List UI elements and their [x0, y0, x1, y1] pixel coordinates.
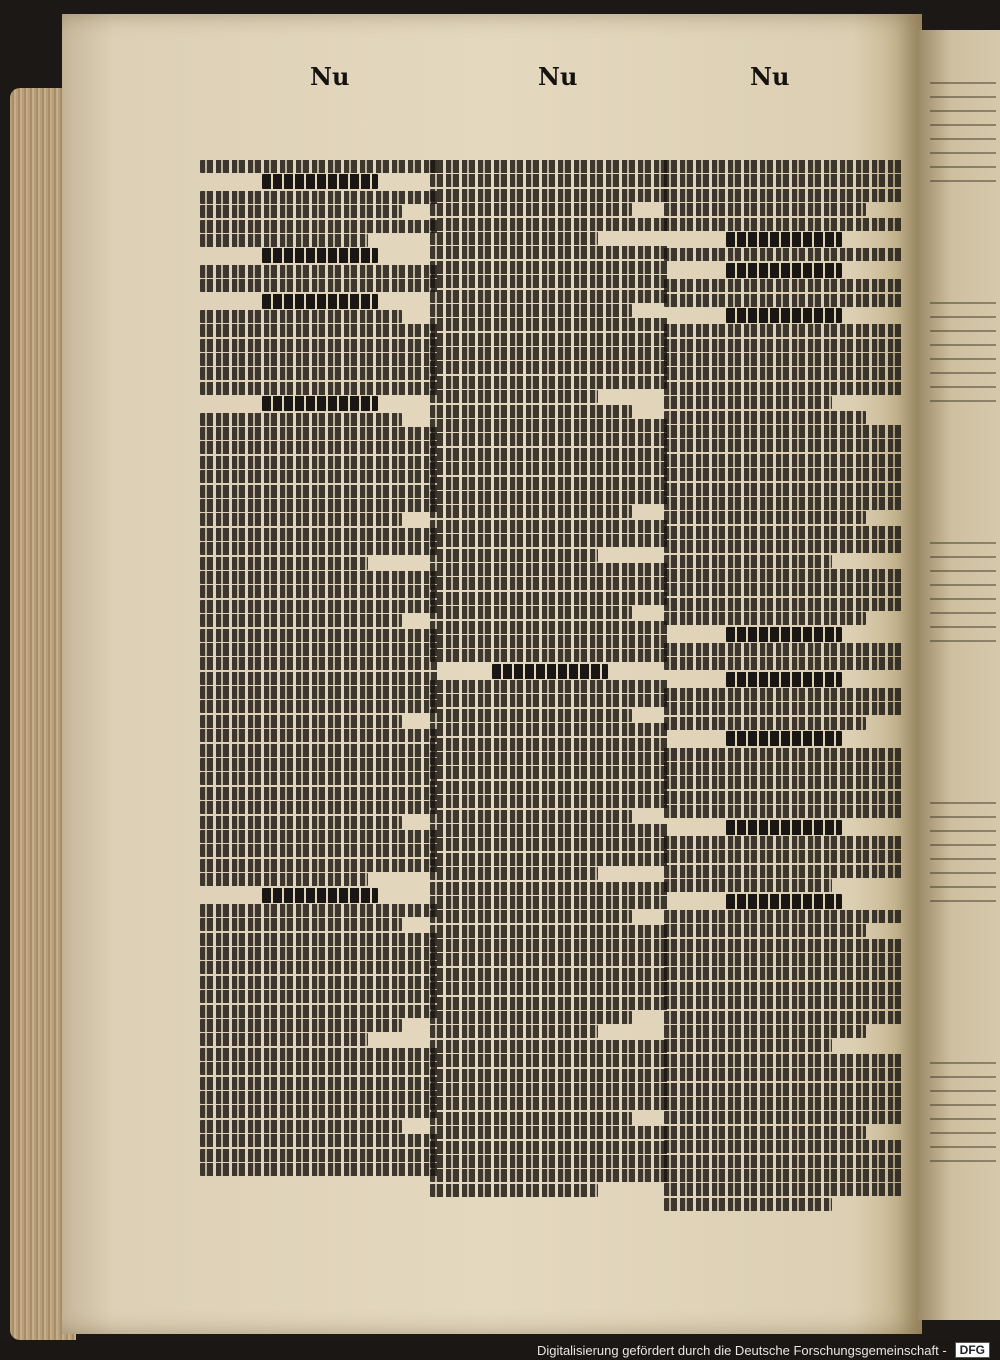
text-line	[200, 382, 440, 395]
text-line	[200, 1134, 440, 1147]
text-line	[430, 694, 670, 707]
text-line	[430, 462, 670, 475]
text-line	[200, 859, 440, 872]
text-line	[200, 310, 402, 323]
text-line	[430, 160, 670, 173]
text-line	[430, 1112, 632, 1125]
text-line	[430, 448, 670, 461]
text-line	[200, 801, 440, 814]
text-line	[430, 1025, 598, 1038]
text-line	[430, 1126, 670, 1139]
text-line	[664, 218, 904, 231]
text-line	[430, 361, 670, 374]
text-line	[200, 643, 440, 656]
text-line	[262, 888, 377, 903]
text-line	[262, 248, 377, 263]
text-line	[200, 772, 440, 785]
text-line	[726, 672, 841, 687]
text-line	[664, 791, 904, 804]
facing-page-edge	[918, 30, 1000, 1320]
text-line	[200, 904, 440, 917]
text-line	[200, 441, 440, 454]
text-line	[430, 534, 670, 547]
text-line	[726, 308, 841, 323]
text-line	[664, 468, 904, 481]
text-line	[664, 598, 904, 611]
text-line	[430, 505, 632, 518]
text-line	[430, 795, 670, 808]
text-line	[430, 766, 670, 779]
text-line	[430, 1184, 598, 1197]
text-line	[430, 577, 670, 590]
text-line	[262, 294, 377, 309]
text-line	[430, 433, 670, 446]
text-line	[664, 497, 904, 510]
text-line	[430, 477, 670, 490]
text-line	[664, 688, 904, 701]
text-line	[200, 729, 440, 742]
text-line	[430, 189, 670, 202]
text-line	[430, 982, 670, 995]
text-line	[430, 606, 632, 619]
text-line	[664, 555, 832, 568]
text-line	[430, 405, 632, 418]
text-line	[200, 470, 440, 483]
text-line	[430, 390, 598, 403]
text-line	[430, 968, 670, 981]
text-line	[430, 738, 670, 751]
text-line	[664, 1169, 904, 1182]
text-line	[430, 838, 670, 851]
text-line	[430, 419, 670, 432]
text-line	[664, 643, 904, 656]
text-line	[664, 657, 904, 670]
text-line	[200, 947, 440, 960]
text-line	[664, 762, 904, 775]
text-line	[200, 1091, 440, 1104]
text-line	[200, 513, 402, 526]
column-header-2: Nu	[538, 62, 578, 91]
text-line	[430, 549, 598, 562]
text-line	[664, 454, 904, 467]
text-line	[200, 758, 440, 771]
text-line	[664, 425, 904, 438]
text-line	[430, 218, 670, 231]
text-line	[200, 614, 402, 627]
text-line	[200, 324, 440, 337]
text-line	[200, 191, 440, 204]
text-line	[200, 160, 440, 173]
text-line	[200, 1163, 440, 1176]
text-line	[200, 700, 440, 713]
text-line	[664, 1140, 904, 1153]
text-line	[200, 1019, 402, 1032]
text-line	[664, 1068, 904, 1081]
text-line	[664, 411, 866, 424]
text-line	[430, 347, 670, 360]
text-line	[200, 427, 440, 440]
text-line	[430, 1011, 632, 1024]
text-line	[200, 1033, 368, 1046]
text-line	[200, 339, 440, 352]
text-line	[200, 557, 368, 570]
text-line	[200, 830, 440, 843]
text-line	[664, 1083, 904, 1096]
text-line	[664, 1198, 832, 1211]
column-header-1: Nu	[310, 62, 350, 91]
text-line	[430, 680, 670, 693]
text-line	[430, 1040, 670, 1053]
text-line	[430, 1097, 670, 1110]
text-line	[200, 961, 440, 974]
text-line	[664, 967, 904, 980]
text-line	[430, 867, 598, 880]
text-line	[430, 781, 670, 794]
text-line	[200, 976, 440, 989]
text-line	[200, 528, 440, 541]
text-line	[430, 896, 670, 909]
text-line	[430, 1155, 670, 1168]
text-line	[200, 265, 440, 278]
text-line	[664, 1111, 904, 1124]
text-line	[664, 248, 904, 261]
text-line	[430, 925, 670, 938]
text-line	[430, 318, 670, 331]
text-line	[430, 376, 670, 389]
text-line	[664, 353, 904, 366]
text-line	[430, 649, 670, 662]
text-line	[664, 174, 904, 187]
text-line	[664, 526, 904, 539]
text-line	[664, 294, 904, 307]
text-line	[430, 723, 670, 736]
text-line	[200, 787, 440, 800]
text-line	[726, 894, 841, 909]
text-line	[664, 805, 904, 818]
text-line	[664, 1126, 866, 1139]
text-line	[664, 879, 832, 892]
text-line	[664, 953, 904, 966]
text-line	[664, 1011, 904, 1024]
text-line	[200, 485, 440, 498]
text-line	[664, 702, 904, 715]
text-line	[200, 844, 440, 857]
text-line	[664, 910, 904, 923]
digitization-footer	[0, 1340, 1000, 1360]
text-line	[430, 520, 670, 533]
text-line	[430, 232, 598, 245]
text-line	[430, 1141, 670, 1154]
text-line	[430, 709, 632, 722]
text-line	[200, 1077, 440, 1090]
text-line	[430, 853, 670, 866]
text-line	[664, 1183, 904, 1196]
footer-text: Digitalisierung gefördert durch die Deutsche Forschungsgemeinschaft -	[536, 1342, 947, 1358]
text-line	[664, 1155, 904, 1168]
text-line	[664, 1025, 866, 1038]
text-line	[664, 583, 904, 596]
text-line	[430, 910, 632, 923]
text-line	[200, 744, 440, 757]
text-line	[200, 205, 402, 218]
text-line	[200, 353, 440, 366]
text-line	[200, 672, 440, 685]
text-line	[430, 939, 670, 952]
text-line	[430, 621, 670, 634]
text-line	[430, 752, 670, 765]
text-line	[664, 439, 904, 452]
text-line	[664, 612, 866, 625]
text-line	[430, 882, 670, 895]
text-line	[664, 850, 904, 863]
text-line	[200, 686, 440, 699]
text-line	[430, 824, 670, 837]
text-line	[664, 203, 866, 216]
text-line	[664, 1054, 904, 1067]
text-line	[200, 571, 440, 584]
text-line	[200, 542, 440, 555]
text-line	[200, 1149, 440, 1162]
text-line	[430, 1069, 670, 1082]
text-line	[492, 664, 607, 679]
text-line	[726, 820, 841, 835]
text-line	[664, 836, 904, 849]
text-line	[200, 715, 402, 728]
text-line	[430, 997, 670, 1010]
dfg-logo: DFG	[955, 1342, 990, 1358]
text-line	[430, 275, 670, 288]
text-line	[200, 933, 440, 946]
text-line	[200, 816, 402, 829]
text-line	[200, 279, 440, 292]
text-line	[200, 234, 368, 247]
text-line	[262, 396, 377, 411]
text-line	[664, 569, 904, 582]
text-line	[200, 585, 440, 598]
text-line	[664, 511, 866, 524]
text-line	[430, 203, 632, 216]
text-line	[430, 290, 670, 303]
text-line	[200, 499, 440, 512]
text-line	[200, 413, 402, 426]
text-line	[664, 865, 904, 878]
text-line	[200, 220, 440, 233]
text-line	[664, 939, 904, 952]
text-line	[262, 174, 377, 189]
text-line	[430, 1169, 670, 1182]
text-line	[200, 456, 440, 469]
text-line	[430, 592, 670, 605]
text-line	[664, 324, 904, 337]
text-line	[726, 263, 841, 278]
text-line	[664, 996, 904, 1009]
text-line	[200, 990, 440, 1003]
text-line	[430, 261, 670, 274]
text-line	[430, 1083, 670, 1096]
column-header-3: Nu	[750, 62, 790, 91]
text-line	[664, 382, 904, 395]
text-line	[664, 717, 866, 730]
text-line	[200, 873, 368, 886]
text-line	[726, 627, 841, 642]
text-line	[664, 982, 904, 995]
text-line	[430, 246, 670, 259]
text-line	[664, 748, 904, 761]
text-line	[430, 1054, 670, 1067]
text-line	[664, 924, 866, 937]
text-line	[664, 279, 904, 292]
text-line	[200, 1062, 440, 1075]
text-line	[726, 232, 841, 247]
text-line	[664, 483, 904, 496]
text-line	[664, 339, 904, 352]
text-line	[430, 810, 632, 823]
text-line	[664, 776, 904, 789]
text-line	[664, 367, 904, 380]
text-line	[430, 635, 670, 648]
text-line	[200, 1005, 440, 1018]
text-line	[200, 657, 440, 670]
text-line	[664, 1039, 832, 1052]
text-line	[200, 1105, 440, 1118]
text-line	[430, 333, 670, 346]
text-line	[664, 396, 832, 409]
text-line	[430, 563, 670, 576]
text-line	[200, 367, 440, 380]
text-line	[726, 731, 841, 746]
text-line	[664, 1097, 904, 1110]
text-line	[430, 491, 670, 504]
text-line	[200, 1120, 402, 1133]
text-line	[430, 304, 632, 317]
text-line	[664, 189, 904, 202]
text-line	[200, 600, 440, 613]
text-line	[664, 540, 904, 553]
text-line	[664, 160, 904, 173]
text-line	[200, 918, 402, 931]
text-line	[200, 1048, 440, 1061]
text-line	[200, 629, 440, 642]
text-line	[430, 953, 670, 966]
text-line	[430, 174, 670, 187]
